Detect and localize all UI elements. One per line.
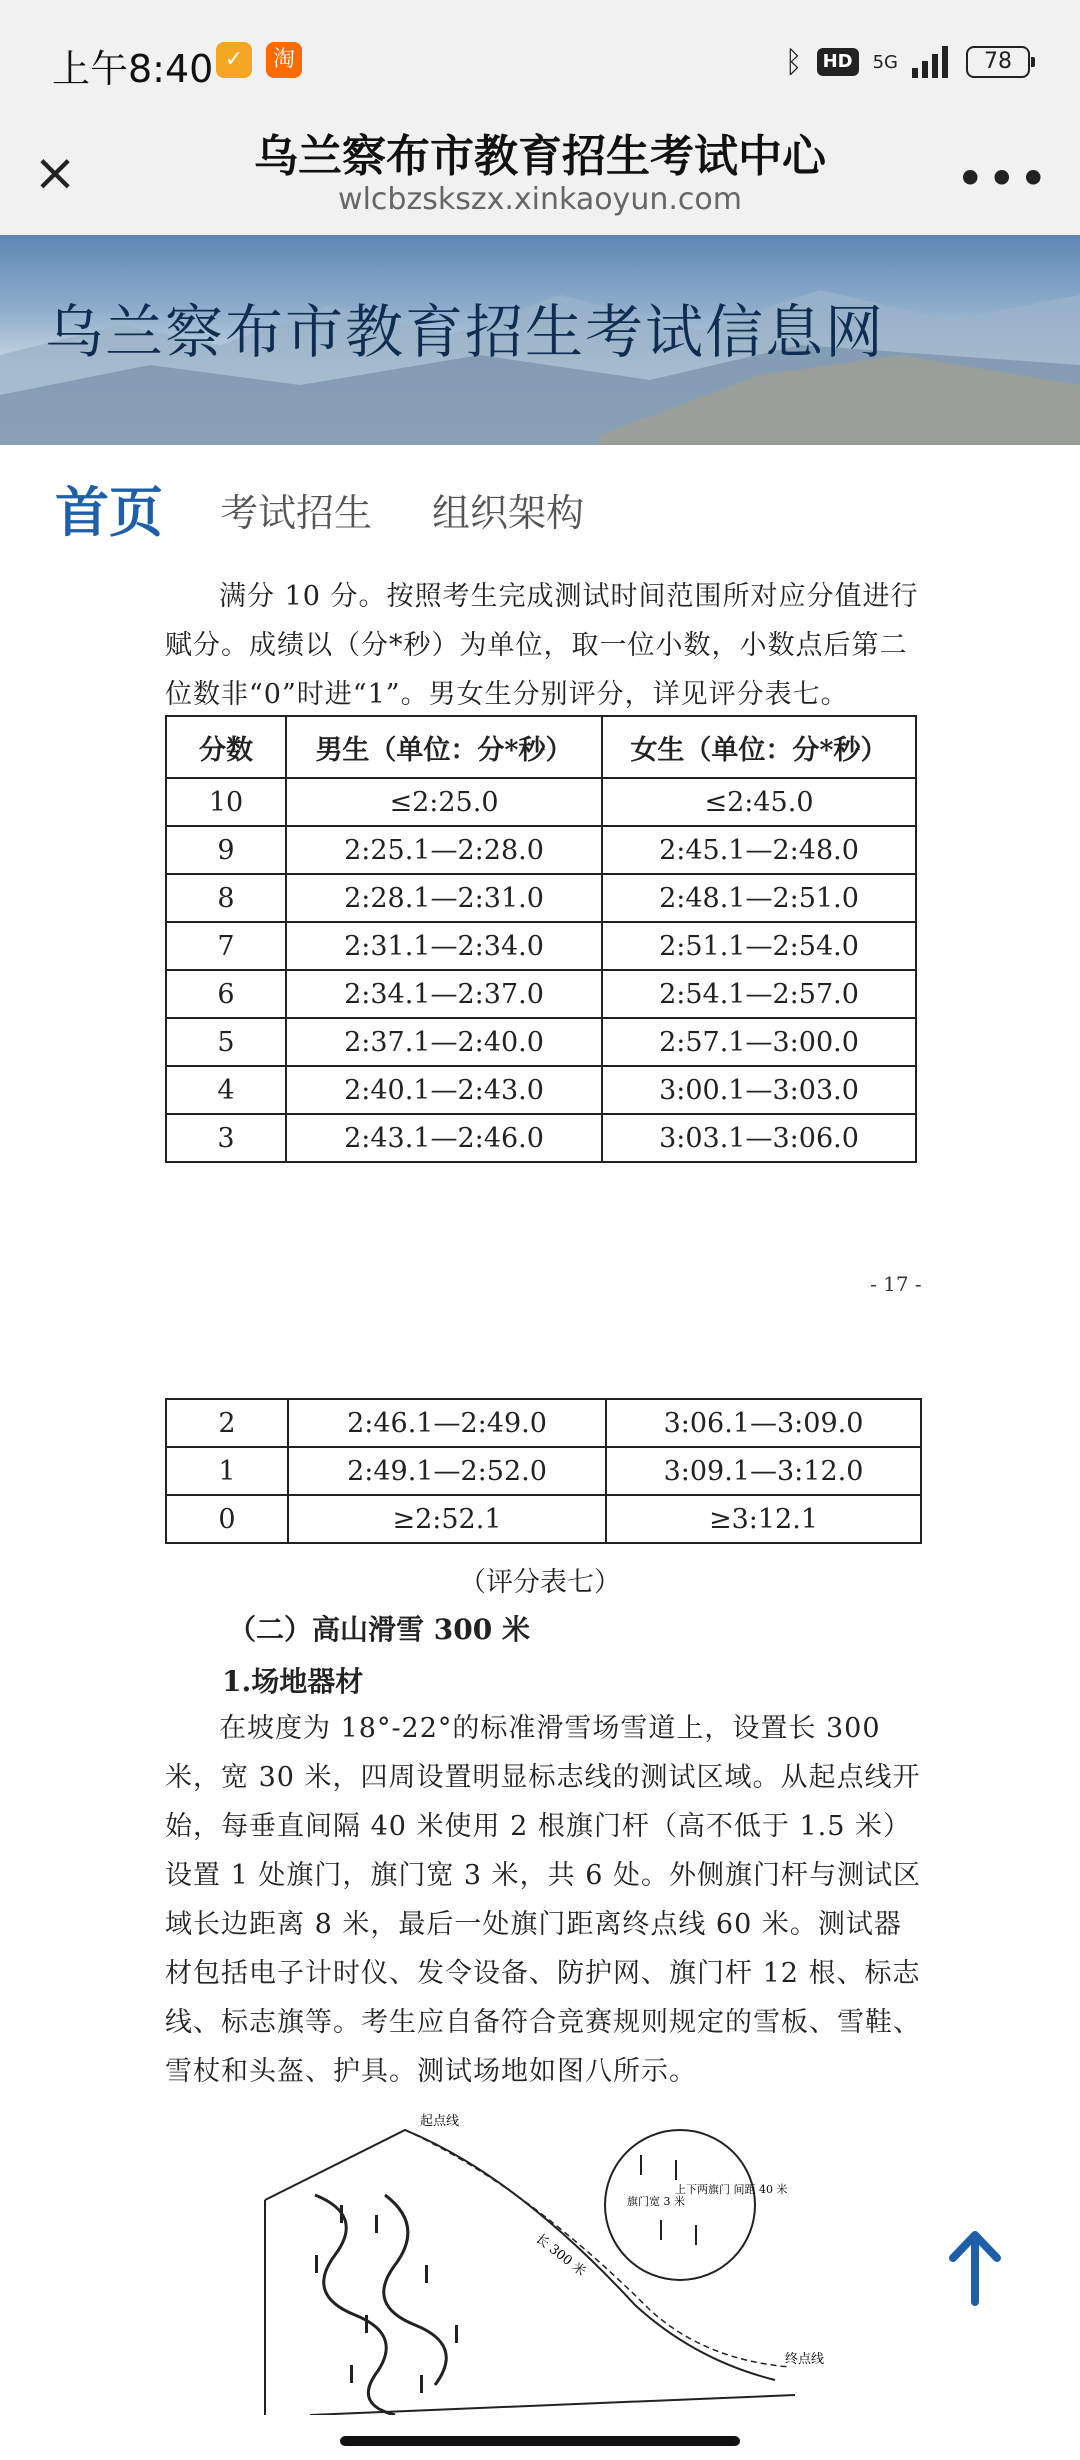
male-time-cell: 2:25.1—2:28.0 <box>286 826 602 874</box>
header-score: 分数 <box>166 716 286 778</box>
score-cell: 5 <box>166 1018 286 1066</box>
banner-title: 乌兰察布市教育招生考试信息网 <box>45 298 886 366</box>
slalom-course-figure <box>255 2105 855 2415</box>
table-row <box>166 826 916 874</box>
page-title: 乌兰察布市教育招生考试中心 <box>254 131 826 182</box>
table-row <box>166 1066 916 1114</box>
male-time-cell: 2:37.1—2:40.0 <box>286 1018 602 1066</box>
score-cell: 4 <box>166 1066 286 1114</box>
course-diagram <box>255 2105 855 2415</box>
bluetooth-icon: ᛒ <box>784 44 803 80</box>
subsection-heading: 1.场地器材 <box>222 1665 364 1698</box>
table-row <box>166 1447 921 1495</box>
app-notification-icon: ✓ <box>216 42 252 78</box>
scroll-to-top-icon[interactable] <box>945 2230 1005 2310</box>
female-time-cell: 3:03.1—3:06.0 <box>602 1114 916 1162</box>
score-cell: 3 <box>166 1114 286 1162</box>
male-time-cell: 2:40.1—2:43.0 <box>286 1066 602 1114</box>
male-time-cell: 2:49.1—2:52.0 <box>288 1447 606 1495</box>
table-row <box>166 922 916 970</box>
female-time-cell: 2:57.1—3:00.0 <box>602 1018 916 1066</box>
male-time-cell: 2:46.1—2:49.0 <box>288 1399 606 1447</box>
score-cell: 0 <box>166 1495 288 1543</box>
score-cell: 6 <box>166 970 286 1018</box>
table-row <box>166 874 916 922</box>
female-time-cell: 2:54.1—2:57.0 <box>602 970 916 1018</box>
table-row <box>166 1495 921 1543</box>
female-time-cell: 2:45.1—2:48.0 <box>602 826 916 874</box>
female-time-cell: ≤2:45.0 <box>602 778 916 826</box>
score-cell: 7 <box>166 922 286 970</box>
male-time-cell: ≥2:52.1 <box>288 1495 606 1543</box>
female-time-cell: 3:06.1—3:09.0 <box>606 1399 921 1447</box>
header-female: 女生（单位：分*秒） <box>602 716 916 778</box>
female-time-cell: 3:09.1—3:12.0 <box>606 1447 921 1495</box>
male-time-cell: 2:28.1—2:31.0 <box>286 874 602 922</box>
score-table-part2 <box>165 1398 922 1544</box>
taobao-notification-icon: 淘 <box>266 42 302 78</box>
figure-start-label: 起点线 <box>420 2114 460 2129</box>
status-right <box>785 42 1030 82</box>
male-time-cell: 2:34.1—2:37.0 <box>286 970 602 1018</box>
female-time-cell: ≥3:12.1 <box>606 1495 921 1543</box>
signal-icon <box>912 46 952 78</box>
figure-gate-gap-label: 上下两旗门 间距 40 米 <box>675 2183 788 2196</box>
score-cell: 8 <box>166 874 286 922</box>
intro-paragraph: 满分 10 分。按照考生完成测试时间范围所对应分值进行赋分。成绩以（分*秒）为单位，取一位小数，小数点后第二位数非“0”时进“1”。男女生分别评分，详见评分表七。 <box>165 581 919 710</box>
table-header-row <box>166 716 916 778</box>
table-row <box>166 1018 916 1066</box>
battery-icon: 78 <box>966 46 1030 78</box>
close-icon[interactable]: × <box>33 143 77 203</box>
section-heading: （二）高山滑雪 300 米 <box>228 1613 530 1646</box>
score-table-part1 <box>165 715 917 1163</box>
male-time-cell: 2:31.1—2:34.0 <box>286 922 602 970</box>
male-time-cell: 2:43.1—2:46.0 <box>286 1114 602 1162</box>
body-paragraph: 在坡度为 18°-22°的标准滑雪场雪道上，设置长 300 米，宽 30 米，四周设置明显标志线的测试区域。从起点线开始，每垂直间隔 40 米使用 2 根旗门杆（高不低于 1.5 米）设置 1 处旗门，旗门宽 3 米，共 6 处。外侧旗门杆与测试区域长边距离 8 米，最后一处旗门距离终点线 60 米。测试器材包括电子计时仪、发令设备、防护网、旗门杆 12 根、标志线、标志旗等。考生应自备符合竞赛规则规定的雪板、雪鞋、雪杖和头盔、护具。测试场地如图八所示。 <box>165 1713 922 2087</box>
figure-end-label: 终点线 <box>785 2352 825 2367</box>
figure-length-label: 长 300 米 <box>532 2231 589 2280</box>
page-url: wlcbzskszx.xinkaoyun.com <box>338 182 742 217</box>
more-menu-icon[interactable]: ••• <box>955 150 1050 208</box>
female-time-cell: 2:51.1—2:54.0 <box>602 922 916 970</box>
table-row <box>166 970 916 1018</box>
table-row <box>166 778 916 826</box>
nav-organization[interactable]: 组织架构 <box>432 491 585 535</box>
score-cell: 1 <box>166 1447 288 1495</box>
female-time-cell: 2:48.1—2:51.0 <box>602 874 916 922</box>
nav-home[interactable]: 首页 <box>55 481 163 544</box>
nav-exams[interactable]: 考试招生 <box>220 491 373 535</box>
site-banner <box>0 235 1080 445</box>
hd-icon: HD <box>817 48 859 76</box>
table-caption: （评分表七） <box>459 1567 621 1598</box>
score-cell: 2 <box>166 1399 288 1447</box>
male-time-cell: ≤2:25.0 <box>286 778 602 826</box>
header-male: 男生（单位：分*秒） <box>286 716 602 778</box>
network-label: 5G <box>872 51 898 73</box>
table-row <box>166 1114 916 1162</box>
score-cell: 10 <box>166 778 286 826</box>
page-number: - 17 - <box>870 1272 922 1296</box>
nav-bar <box>0 470 1080 550</box>
home-indicator[interactable] <box>340 2436 740 2446</box>
female-time-cell: 3:00.1—3:03.0 <box>602 1066 916 1114</box>
status-time: 上午8:40 <box>52 47 214 91</box>
table-row <box>166 1399 921 1447</box>
score-cell: 9 <box>166 826 286 874</box>
figure-gate-width-label: 旗门宽 3 米 <box>627 2195 685 2208</box>
